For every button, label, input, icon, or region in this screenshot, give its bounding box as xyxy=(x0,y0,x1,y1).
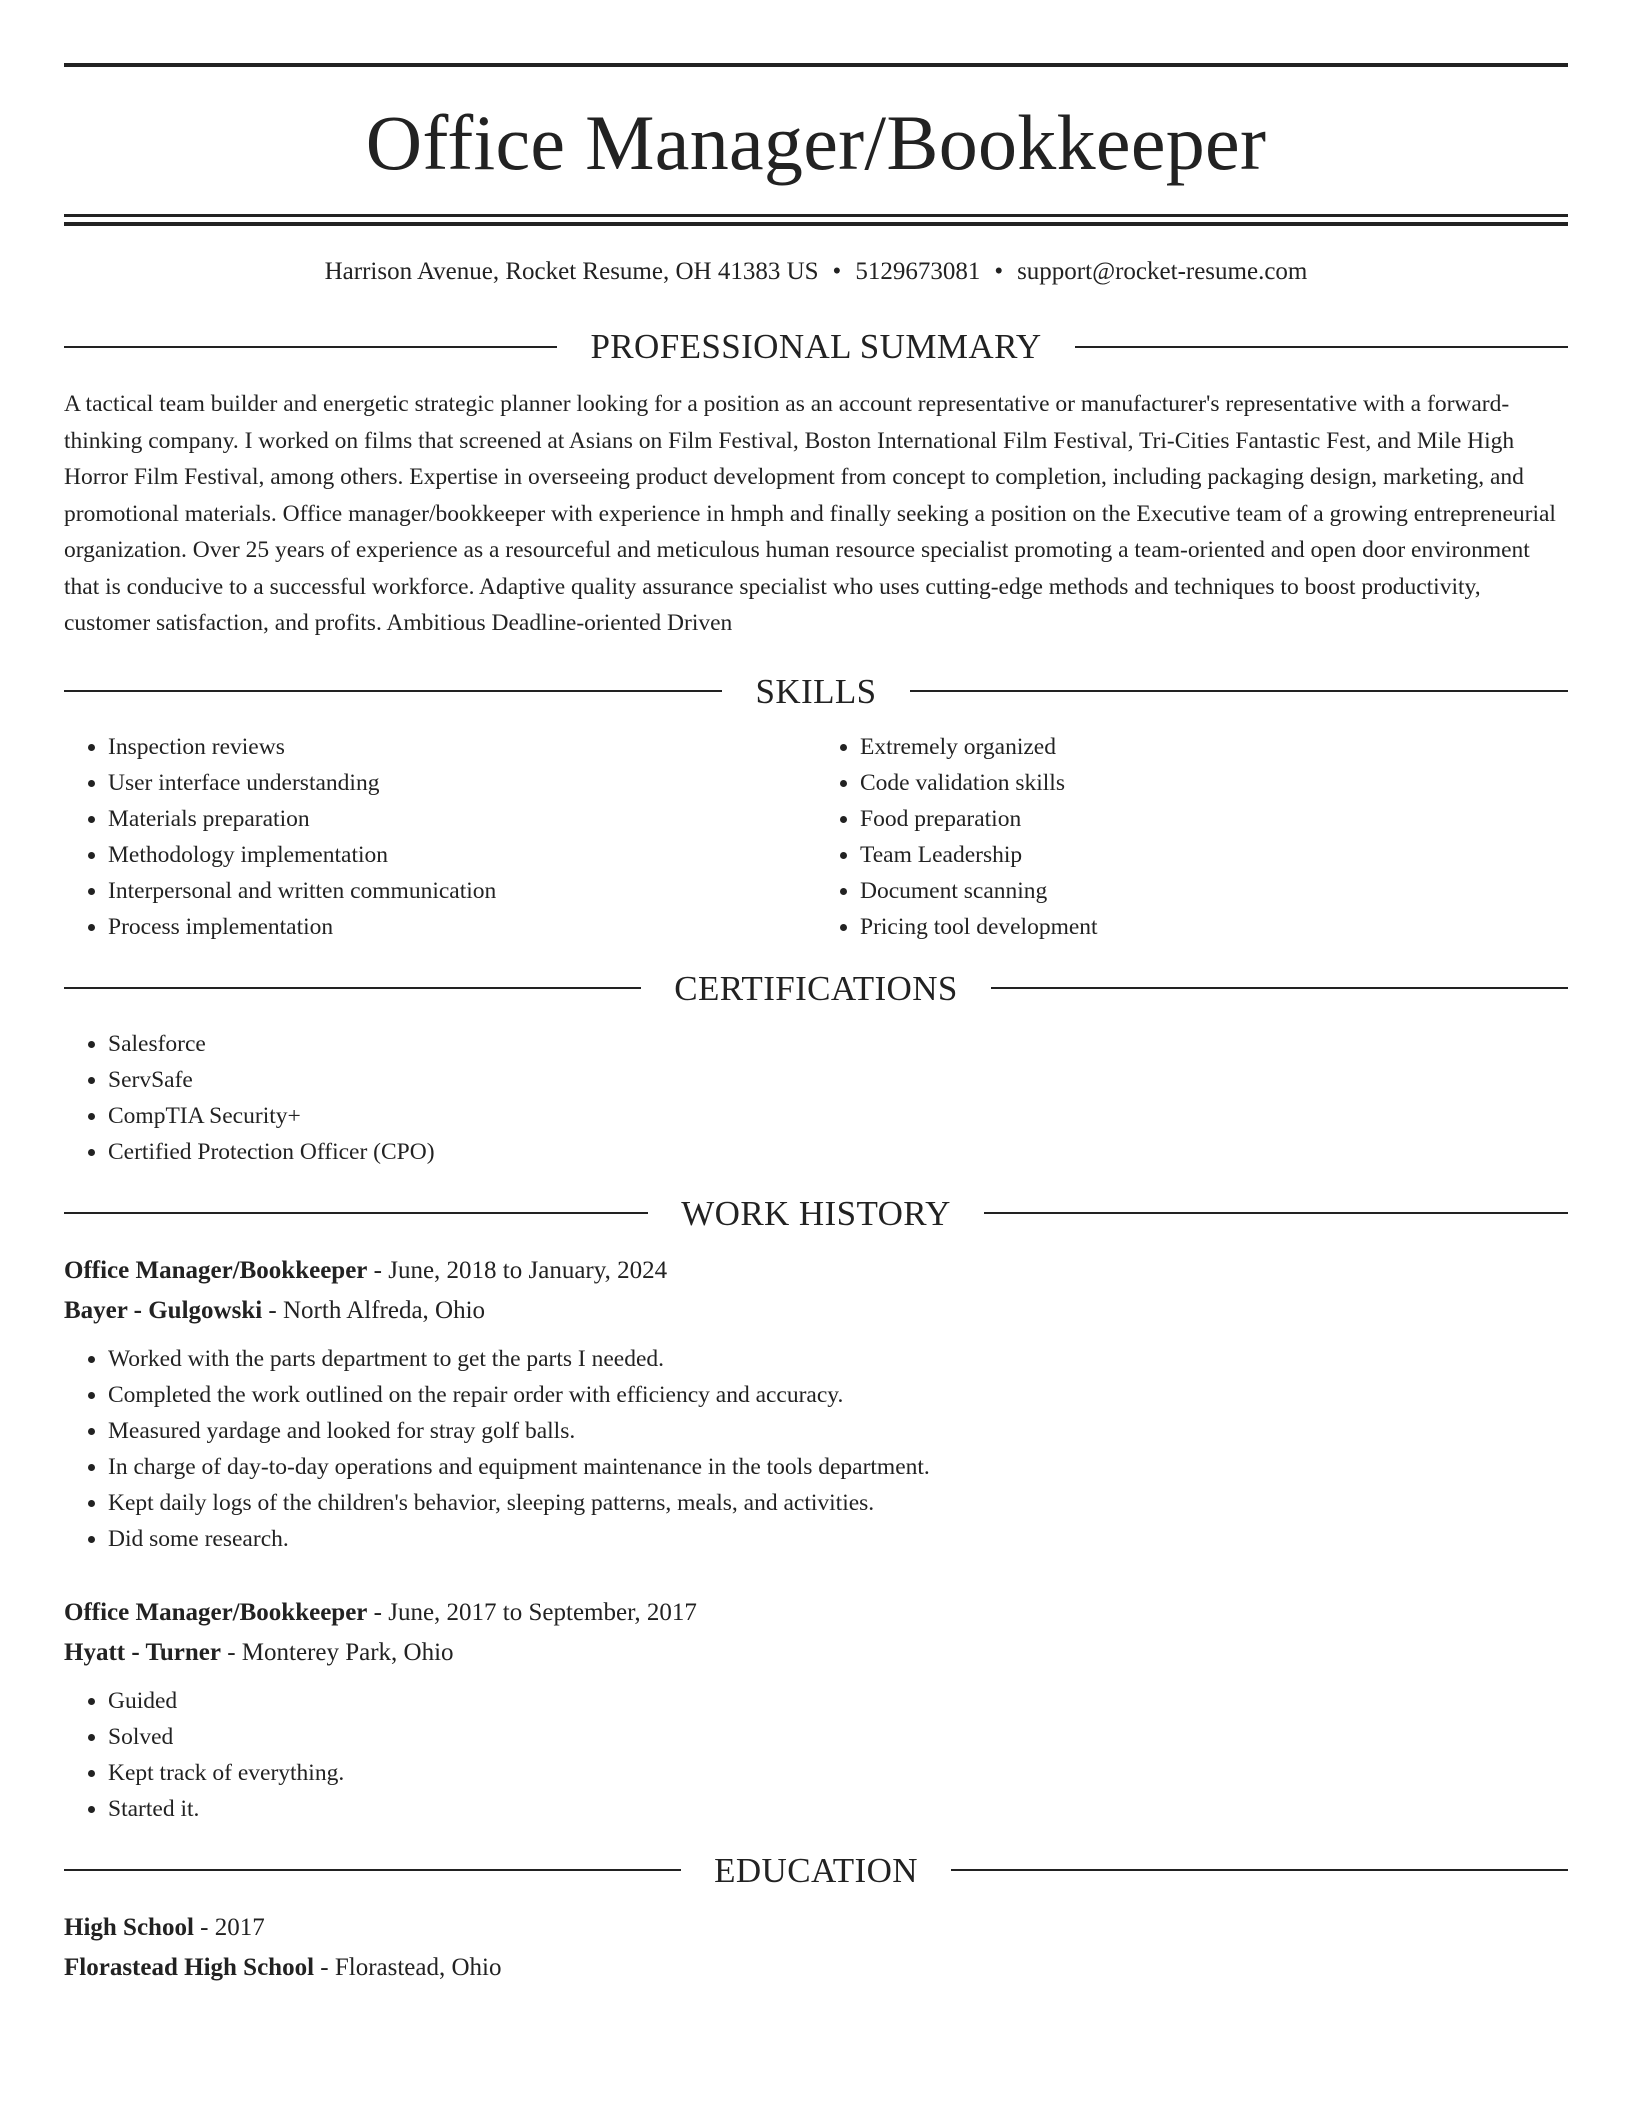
heading-rule-left xyxy=(64,346,557,348)
skill-item: • Interpersonal and written communication xyxy=(108,873,816,909)
education-school-line xyxy=(64,1948,1568,1988)
heading-rule-right xyxy=(991,987,1568,989)
certification-item: • CompTIA Security+ xyxy=(108,1098,1568,1134)
education-year: - 2017 xyxy=(193,1913,265,1941)
skill-item: • Document scanning xyxy=(860,873,1568,909)
skills-title: SKILLS xyxy=(755,671,877,711)
heading-rule-right xyxy=(984,1212,1568,1214)
education-degree-line xyxy=(64,1908,1568,1948)
double-rule xyxy=(64,214,1568,226)
skill-item: • Code validation skills xyxy=(860,765,1568,801)
education-title: EDUCATION xyxy=(714,1850,918,1890)
job-title-line xyxy=(64,1251,1568,1291)
heading-rule-right xyxy=(1075,346,1568,348)
job-bullet: • Worked with the parts department to get the parts I needed. xyxy=(108,1341,1568,1377)
job-bullet: • In charge of day-to-day operations and equipment maintenance in the tools department. xyxy=(108,1449,1568,1485)
certifications-list xyxy=(64,1026,1568,1170)
education-school: Florastead High School xyxy=(64,1953,315,1981)
job-dates: - June, 2018 to January, 2024 xyxy=(367,1256,668,1284)
heading-rule-left xyxy=(64,690,722,692)
job-entry xyxy=(64,1593,1568,1827)
skill-item: • Pricing tool development xyxy=(860,909,1568,945)
certification-item: • ServSafe xyxy=(108,1062,1568,1098)
education-degree: High School xyxy=(64,1913,194,1941)
skill-item: • Team Leadership xyxy=(860,837,1568,873)
summary-title: PROFESSIONAL SUMMARY xyxy=(590,327,1042,366)
heading-rule-left xyxy=(64,1869,681,1871)
contact-phone: 5129673081 xyxy=(855,258,981,285)
skill-item: • Process implementation xyxy=(108,909,816,945)
top-rule xyxy=(64,63,1568,67)
job-bullet: • Started it. xyxy=(108,1791,1568,1827)
summary-heading xyxy=(64,329,1568,364)
job-company-line xyxy=(64,1291,1568,1331)
resume-name: Office Manager/Bookkeeper xyxy=(365,99,1267,186)
skill-item: • Extremely organized xyxy=(860,729,1568,765)
job-title: Office Manager/Bookkeeper xyxy=(64,1598,368,1626)
job-bullet: • Completed the work outlined on the repair order with efficiency and accuracy. xyxy=(108,1377,1568,1413)
job-location: - Monterey Park, Ohio xyxy=(220,1638,454,1666)
certifications-heading xyxy=(64,968,1568,1008)
skill-item: • Materials preparation xyxy=(108,801,816,837)
job-title-line xyxy=(64,1593,1568,1633)
job-bullet: • Solved xyxy=(108,1719,1568,1755)
certifications-title: CERTIFICATIONS xyxy=(674,968,958,1008)
contact-separator: • xyxy=(994,258,1004,285)
skill-item: • Food preparation xyxy=(860,801,1568,837)
work-title: WORK HISTORY xyxy=(681,1193,951,1233)
work-heading xyxy=(64,1193,1568,1233)
job-company: Bayer - Gulgowski xyxy=(64,1296,263,1324)
heading-rule-left xyxy=(64,1212,648,1214)
job-bullet: • Measured yardage and looked for stray golf balls. xyxy=(108,1413,1568,1449)
heading-rule-left xyxy=(64,987,641,989)
contact-line xyxy=(64,259,1568,284)
summary-text: A tactical team builder and energetic strategic planner looking for a position as an account representative or manufacturer's representative with a forward-thinking company. I worked on films that screened at Asians on Film Festival, Boston International Film Festival, Tri-Cities Fantastic Fest, and Mile High Horror Film Festival, among others. Expertise in overseeing product development from concept to completion, including packaging design, marketing, and promotional materials. Office manager/bookkeeper with experience in hmph and finally seeking a position on the Executive team of a growing entrepreneurial organization. Over 25 years of experience as a resourceful and meticulous human resource specialist promoting a team-oriented and open door environment that is conducive to a successful workforce. Adaptive quality assurance specialist who uses cutting-edge methods and techniques to boost productivity, customer satisfaction, and profits. Ambitious Deadline-oriented Driven xyxy=(64,391,1556,636)
skills-column-left xyxy=(64,729,816,945)
job-location: - North Alfreda, Ohio xyxy=(262,1296,486,1324)
education-entry xyxy=(64,1908,1568,1988)
job-bullets xyxy=(64,1341,1568,1557)
skills-grid xyxy=(64,729,1568,945)
job-company: Hyatt - Turner xyxy=(64,1638,221,1666)
skills-column-right xyxy=(816,729,1568,945)
certification-item: • Salesforce xyxy=(108,1026,1568,1062)
job-bullets xyxy=(64,1683,1568,1827)
skill-item: • User interface understanding xyxy=(108,765,816,801)
skill-item: • Inspection reviews xyxy=(108,729,816,765)
skill-item: • Methodology implementation xyxy=(108,837,816,873)
job-dates: - June, 2017 to September, 2017 xyxy=(367,1598,697,1626)
job-title: Office Manager/Bookkeeper xyxy=(64,1256,368,1284)
contact-separator: • xyxy=(832,258,842,285)
job-bullet: • Guided xyxy=(108,1683,1568,1719)
contact-address: Harrison Avenue, Rocket Resume, OH 41383 US xyxy=(324,258,819,285)
job-company-line xyxy=(64,1633,1568,1673)
contact-email: support@rocket-resume.com xyxy=(1017,258,1308,285)
certification-item: • Certified Protection Officer (CPO) xyxy=(108,1134,1568,1170)
job-entry xyxy=(64,1251,1568,1557)
heading-rule-right xyxy=(951,1869,1568,1871)
education-heading xyxy=(64,1850,1568,1890)
job-bullet: • Did some research. xyxy=(108,1521,1568,1557)
job-bullet: • Kept daily logs of the children's behavior, sleeping patterns, meals, and activities. xyxy=(108,1485,1568,1521)
skills-heading xyxy=(64,671,1568,711)
job-bullet: • Kept track of everything. xyxy=(108,1755,1568,1791)
heading-rule-right xyxy=(910,690,1568,692)
education-location: - Florastead, Ohio xyxy=(314,1953,502,1981)
